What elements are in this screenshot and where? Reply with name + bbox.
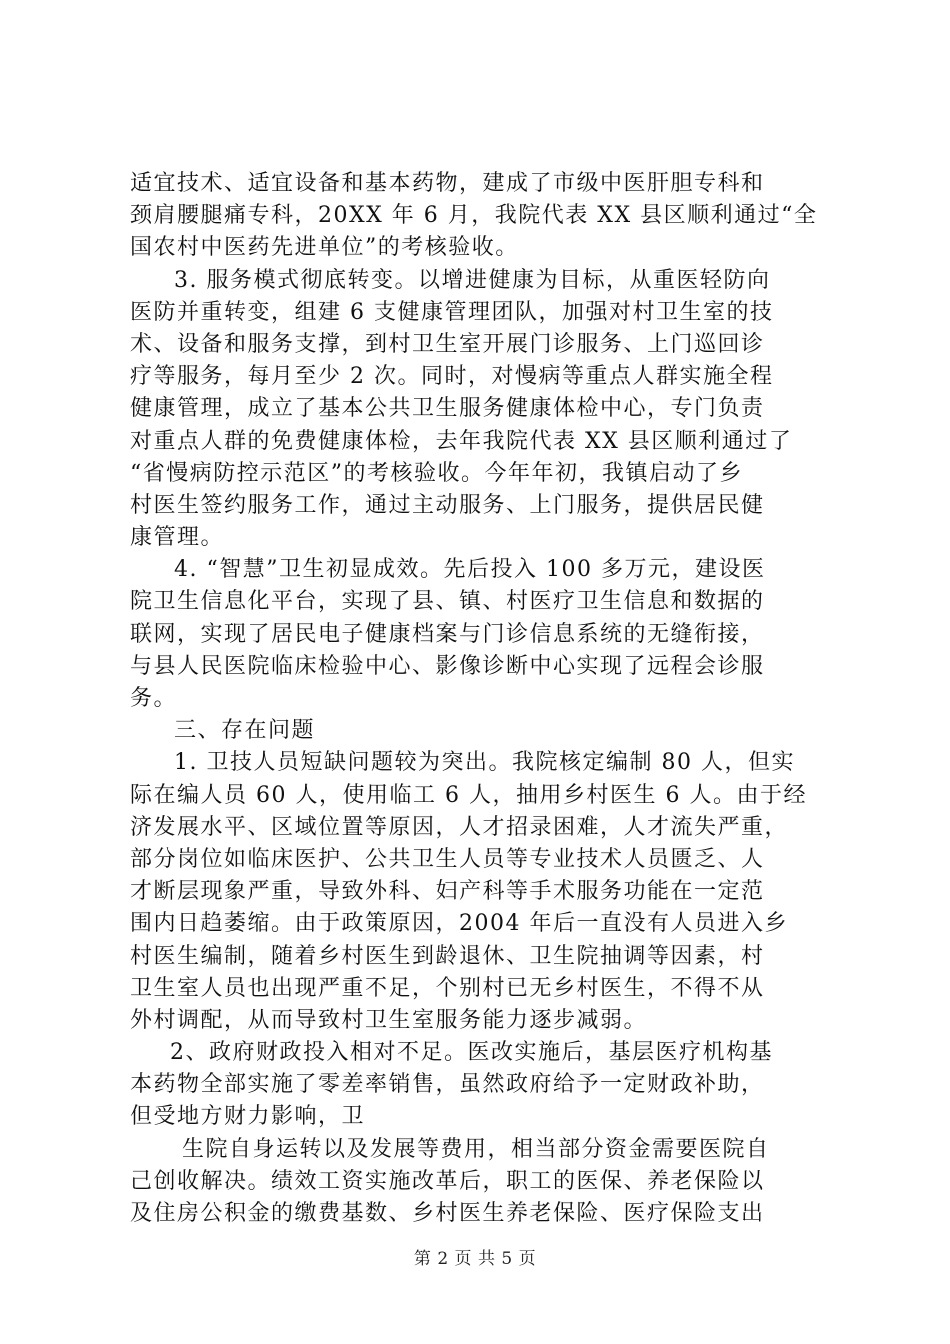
text-line: 疗等服务，每月至少 2 次。同时，对慢病等重点人群实施全程 <box>130 364 774 390</box>
text-line: 康管理。 <box>130 525 225 551</box>
text-line: 外村调配，从而导致村卫生室服务能力逐步减弱。 <box>130 1007 648 1033</box>
text-line: 3. 服务模式彻底转变。以增进健康为目标，从重医轻防向 <box>174 267 771 293</box>
section-heading: 三、存在问题 <box>174 718 316 744</box>
text-line: 4. “智慧”卫生初显成效。先后投入 100 多万元，建设医 <box>174 557 766 583</box>
document-body <box>130 168 824 1230</box>
text-line: 才断层现象严重，导致外科、妇产科等手术服务功能在一定范 <box>130 879 765 905</box>
text-line: 2、政府财政投入相对不足。医改实施后，基层医疗机构基 <box>170 1040 773 1066</box>
text-line: 适宜技术、适宜设备和基本药物，建成了市级中医肝胆专科和 <box>130 171 765 196</box>
text-line: 卫生室人员也出现严重不足，个别村已无乡村医生，不得不从 <box>130 975 765 1001</box>
text-line: 联网，实现了居民电子健康档案与门诊信息系统的无缝衔接， <box>130 621 765 647</box>
text-line: 对重点人群的免费健康体检，去年我院代表 XX 县区顺利通过了 <box>130 428 793 454</box>
text-line: 际在编人员 60 人，使用临工 6 人，抽用乡村医生 6 人。由于经 <box>130 782 807 808</box>
page-number-footer: 第 2 页 共 5 页 <box>413 1249 537 1269</box>
text-line: 术、设备和服务支撑，到村卫生室开展门诊服务、上门巡回诊 <box>130 331 765 357</box>
text-line: 健康管理，成立了基本公共卫生服务健康体检中心，专门负责 <box>130 396 765 422</box>
text-line: 本药物全部实施了零差率销售，虽然政府给予一定财政补助， <box>130 1072 765 1098</box>
text-line: 医防并重转变，组建 6 支健康管理团队，加强对村卫生室的技 <box>130 299 774 325</box>
text-line: 部分岗位如临床医护、公共卫生人员等专业技术人员匮乏、人 <box>130 846 765 872</box>
text-line: 围内日趋萎缩。由于政策原因，2004 年后一直没有人员进入乡 <box>130 911 788 937</box>
text-line: 及住房公积金的缴费基数、乡村医生养老保险、医疗保险支出 <box>130 1201 765 1226</box>
text-line: 村医生编制，随着乡村医生到龄退休、卫生院抽调等因素，村 <box>130 943 765 969</box>
text-line: 院卫生信息化平台，实现了县、镇、村医疗卫生信息和数据的 <box>130 589 765 615</box>
text-line: “省慢病防控示范区”的考核验收。今年年初，我镇启动了乡 <box>130 460 743 486</box>
text-line: 务。 <box>130 686 178 711</box>
text-line: 村医生签约服务工作，通过主动服务、上门服务，提供居民健 <box>130 492 765 518</box>
text-line: 济发展水平、区域位置等原因，人才招录困难，人才流失严重， <box>130 814 789 840</box>
text-line: 但受地方财力影响，卫 <box>130 1104 366 1130</box>
text-line: 与县人民医院临床检验中心、影像诊断中心实现了远程会诊服 <box>130 653 765 679</box>
text-line: 生院自身运转以及发展等费用，相当部分资金需要医院自 <box>182 1136 770 1162</box>
text-line: 国农村中医药先进单位”的考核验收。 <box>130 235 519 261</box>
text-line: 1. 卫技人员短缺问题较为突出。我院核定编制 80 人，但实 <box>174 750 795 776</box>
text-line: 己创收解决。绩效工资实施改革后，职工的医保、养老保险以 <box>130 1168 765 1194</box>
text-line: 颈肩腰腿痛专科，20XX 年 6 月，我院代表 XX 县区顺利通过“全 <box>130 203 818 229</box>
